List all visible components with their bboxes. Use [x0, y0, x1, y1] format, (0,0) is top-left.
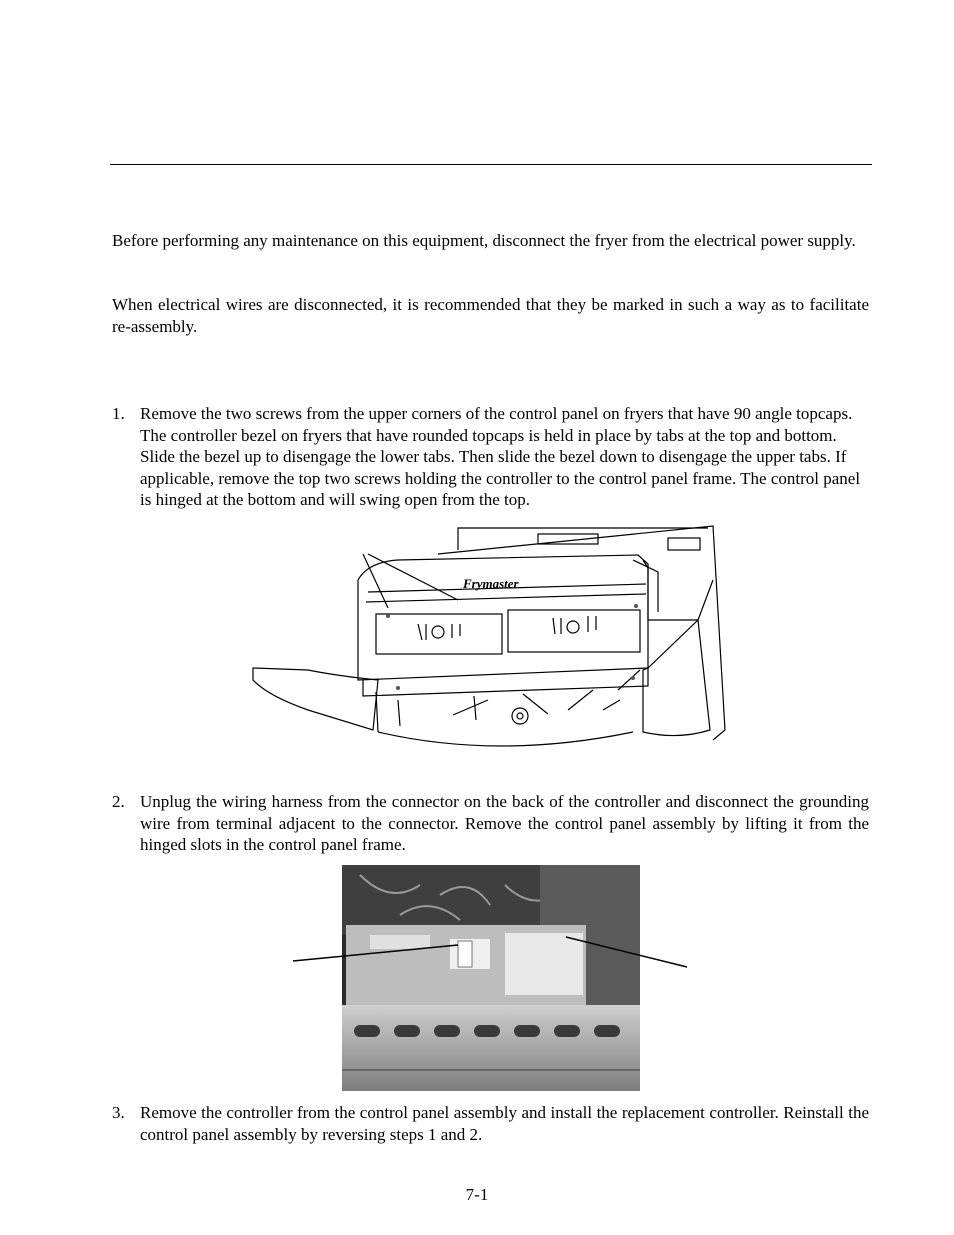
step-text: Remove the two screws from the upper corners of the control panel on fryers that have 90 angle topcaps. The controller bezel on fryers that have rounded topcaps is held in place by tabs at the top and bottom. Slide the bezel up to disengage the lower tabs. Then slide the bezel down to disengage the upper tabs. If applicable, remove the top two screws holding the controller to the control panel frame. The control panel is hinged at the bottom and will swing open from the top.: [140, 404, 861, 509]
step-text: Unplug the wiring harness from the connector on the back of the controller and disconnect the grounding wire from terminal adjacent to the connector. Remove the control panel assembly by lifting it from the hinged slots in the control panel frame.: [140, 792, 869, 854]
intro-paragraph-1: Before performing any maintenance on this equipment, disconnect the fryer from the electrical power supply.: [112, 231, 856, 250]
controller-back-photo: [290, 865, 690, 1093]
step-2: [112, 791, 869, 856]
header-rule: [110, 164, 872, 165]
step-number: 1.: [112, 404, 125, 423]
frymaster-logo-text: Frymaster: [463, 576, 519, 591]
step-number: 3.: [112, 1103, 125, 1122]
step-number: 2.: [112, 792, 125, 811]
step-3: [112, 1102, 869, 1145]
step-1: [112, 403, 869, 511]
page-number: 7-1: [465, 1185, 489, 1204]
step-text: Remove the controller from the control panel assembly and install the replacement controller. Reinstall the control panel assembly by reversing steps 1 and 2.: [140, 1103, 869, 1144]
intro-paragraph-2: When electrical wires are disconnected, it is recommended that they be marked in such a way as to facilitate re-assembly.: [112, 295, 869, 336]
fryer-control-panel-illustration: [248, 520, 738, 748]
